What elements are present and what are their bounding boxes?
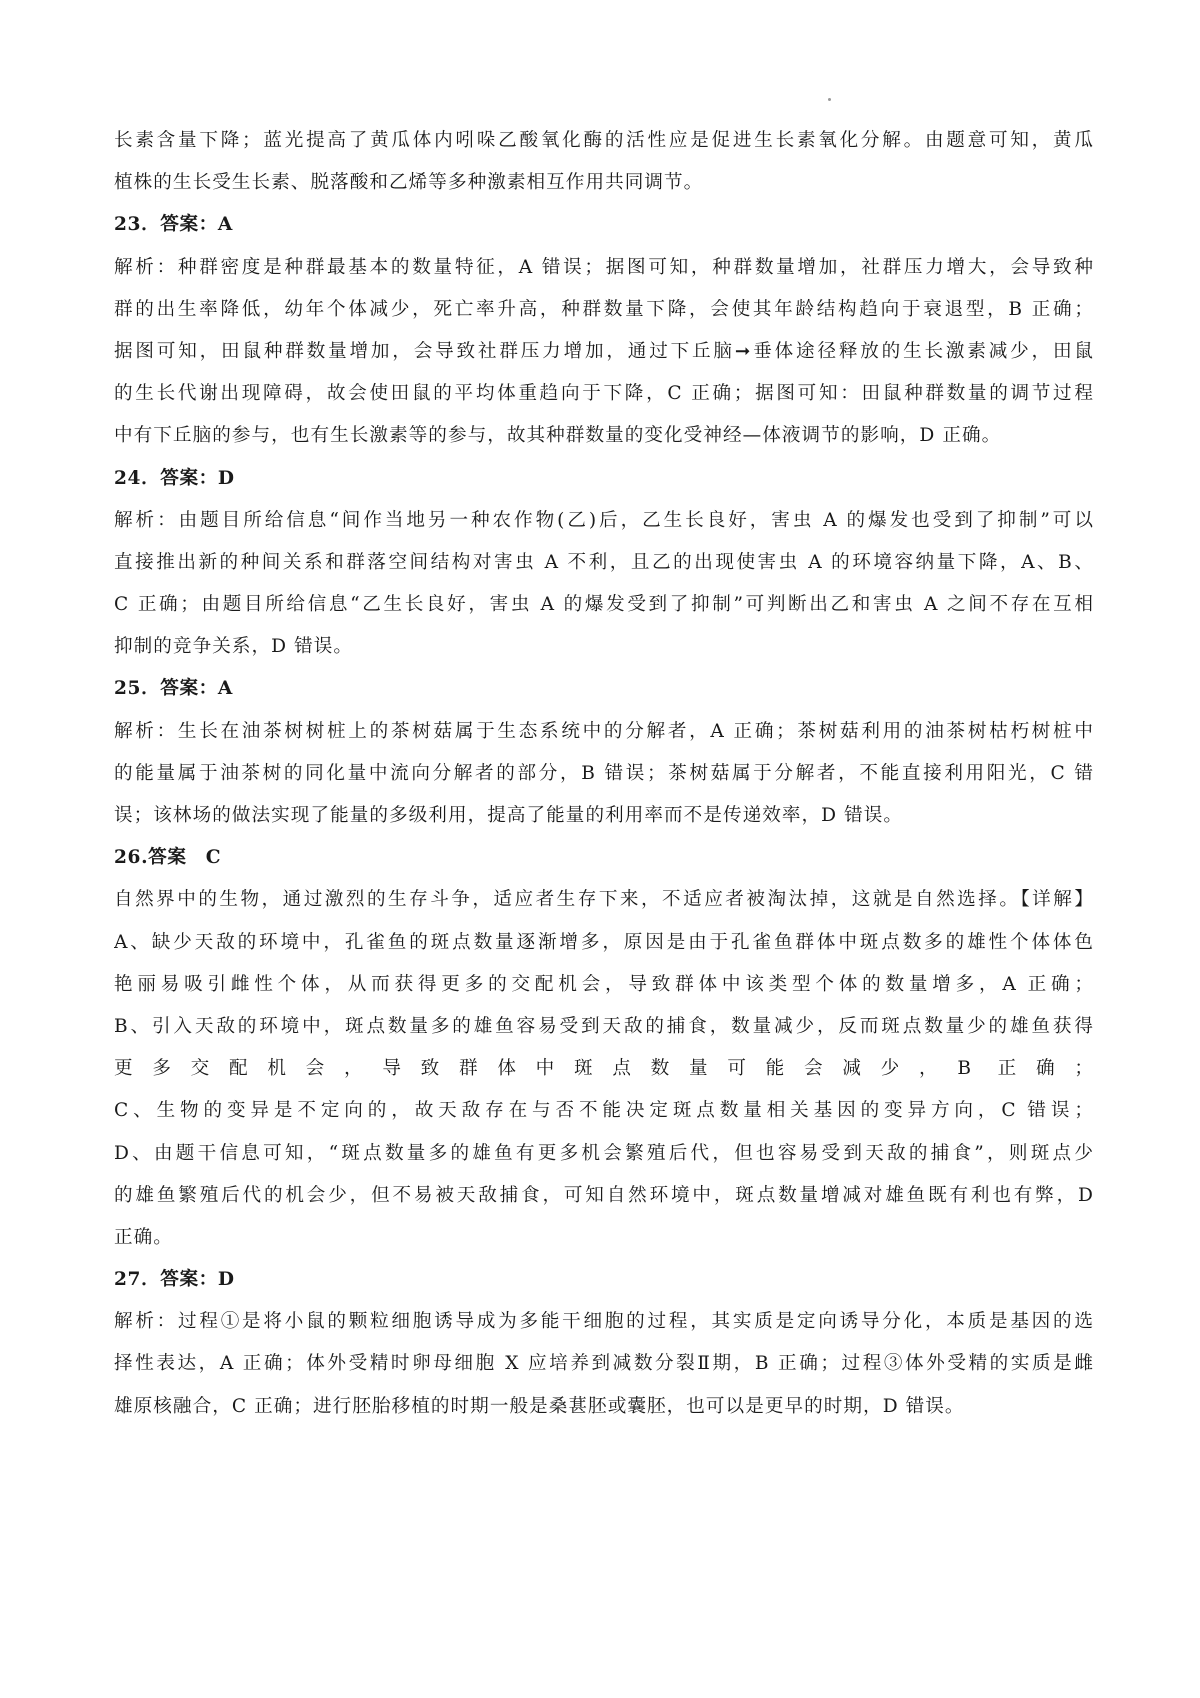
text-line: 群的出生率降低，幼年个体减少，死亡率升高，种群数量下降，会使其年龄结构趋向于衰退型，B 正确； — [114, 298, 1094, 320]
text-line: 中有下丘脑的参与，也有生长激素等的参与，故其种群数量的变化受神经—体液调节的影响，D 正确。 — [114, 425, 1002, 447]
text-line: 的能量属于油茶树的同化量中流向分解者的部分，B 错误；茶树菇属于分解者，不能直接利用阳光，C 错 — [114, 762, 1094, 784]
text-line: 择性表达，A 正确；体外受精时卵母细胞 X 应培养到减数分裂Ⅱ期，B 正确；过程③体外受精的实质是雌 — [114, 1353, 1094, 1375]
document-body — [114, 120, 1094, 1428]
text-line: 解析：由题目所给信息“间作当地另一种农作物(乙)后，乙生长良好，害虫 A 的爆发也受到了抑制”可以 — [114, 509, 1094, 531]
explanation-paragraph — [114, 879, 1094, 1259]
answer-heading — [114, 1259, 1094, 1301]
answer-heading — [114, 668, 1094, 710]
text-line: 植株的生长受生长素、脱落酸和乙烯等多种激素相互作用共同调节。 — [114, 172, 704, 194]
text-line: 解析：种群密度是种群最基本的数量特征，A 错误；据图可知，种群数量增加，社群压力增大，会导致种 — [114, 256, 1094, 278]
explanation-paragraph — [114, 247, 1094, 458]
scan-dot — [828, 98, 831, 101]
text-line: 正确。 — [114, 1226, 173, 1248]
text-line: 的雄鱼繁殖后代的机会少，但不易被天敌捕食，可知自然环境中，斑点数量增减对雄鱼既有利也有弊，D — [114, 1184, 1094, 1206]
text-line: 误；该林场的做法实现了能量的多级利用，提高了能量的利用率而不是传递效率，D 错误。 — [114, 805, 904, 826]
explanation-paragraph — [114, 500, 1094, 669]
text-line: 解析：生长在油茶树树桩上的茶树菇属于生态系统中的分解者，A 正确；茶树菇利用的油茶树枯朽树桩中 — [114, 720, 1094, 742]
text-line: 的生长代谢出现障碍，故会使田鼠的平均体重趋向于下降，C 正确；据图可知：田鼠种群数量的调节过程 — [114, 383, 1094, 405]
text-line: A、缺少天敌的环境中，孔雀鱼的斑点数量逐渐增多，原因是由于孔雀鱼群体中斑点数多的雄性个体体色 — [114, 931, 1094, 953]
explanation-paragraph — [114, 120, 1094, 204]
answer-heading-text: 27．答案：D — [114, 1269, 235, 1291]
text-line: 直接推出新的种间关系和群落空间结构对害虫 A 不利，且乙的出现使害虫 A 的环境容纳量下降，A、B、 — [114, 551, 1094, 573]
answer-heading-text: 25．答案：A — [114, 678, 233, 700]
answer-heading-text: 26.答案 C — [114, 847, 222, 869]
text-line: C、生物的变异是不定向的，故天敌存在与否不能决定斑点数量相关基因的变异方向，C 错误； — [114, 1100, 1094, 1122]
answer-heading — [114, 837, 1094, 879]
text-line: 雄原核融合，C 正确；进行胚胎移植的时期一般是桑葚胚或囊胚，也可以是更早的时期，D 错误。 — [114, 1395, 965, 1417]
explanation-paragraph — [114, 1301, 1094, 1428]
text-line: 自然界中的生物，通过激烈的生存斗争，适应者生存下来，不适应者被淘汰掉，这就是自然选择。【详解】 — [114, 889, 1094, 911]
text-line: D、由题干信息可知，“斑点数量多的雄鱼有更多机会繁殖后代，但也容易受到天敌的捕食”，则斑点少 — [114, 1142, 1094, 1164]
answer-heading-text: 23．答案：A — [114, 214, 233, 236]
text-line: C 正确；由题目所给信息“乙生长良好，害虫 A 的爆发受到了抑制”可判断出乙和害虫 A 之间不存在互相 — [114, 594, 1094, 616]
explanation-paragraph — [114, 711, 1094, 838]
text-line: B、引入天敌的环境中，斑点数量多的雄鱼容易受到天敌的捕食，数量减少，反而斑点数量少的雄鱼获得 — [114, 1015, 1094, 1037]
text-line: 据图可知，田鼠种群数量增加，会导致社群压力增加，通过下丘脑➞垂体途径释放的生长激素减少，田鼠 — [114, 340, 1094, 362]
text-line: 解析：过程①是将小鼠的颗粒细胞诱导成为多能干细胞的过程，其实质是定向诱导分化，本质是基因的选 — [114, 1311, 1094, 1333]
answer-heading — [114, 458, 1094, 500]
answer-heading-text: 24．答案：D — [114, 467, 235, 489]
text-line: 长素含量下降；蓝光提高了黄瓜体内吲哚乙酸氧化酶的活性应是促进生长素氧化分解。由题意可知，黄瓜 — [114, 130, 1094, 151]
text-line: 抑制的竞争关系，D 错误。 — [114, 636, 353, 658]
answer-heading — [114, 204, 1094, 246]
text-line: 更多交配机会，导致群体中斑点数量可能会减少，B 正确； — [114, 1058, 1094, 1080]
text-line: 艳丽易吸引雌性个体，从而获得更多的交配机会，导致群体中该类型个体的数量增多，A 正确； — [114, 973, 1094, 995]
